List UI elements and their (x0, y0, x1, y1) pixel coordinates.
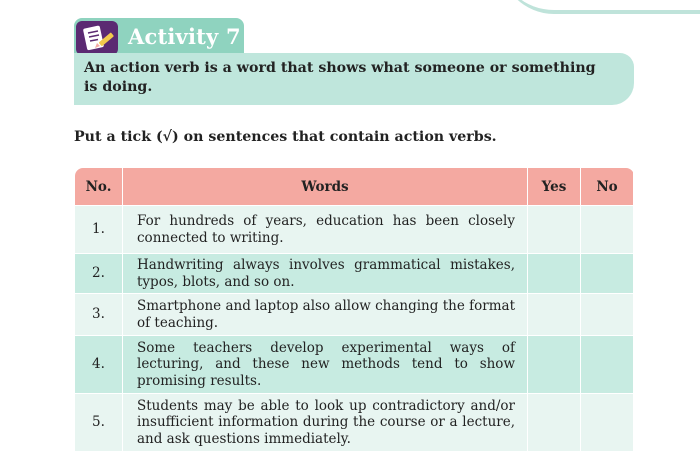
yes-tick-cell[interactable] (528, 336, 581, 394)
no-tick-cell[interactable] (581, 254, 634, 294)
row-sentence: Handwriting always involves grammatical mistakes, typos, blots, and so on. (123, 254, 528, 294)
table-row (75, 394, 634, 452)
header-no-answer: No (581, 168, 634, 206)
no-tick-cell[interactable] (581, 294, 634, 336)
yes-tick-cell[interactable] (528, 206, 581, 254)
table-header-row (75, 168, 634, 206)
decorative-arc (500, 0, 700, 14)
yes-tick-cell[interactable] (528, 254, 581, 294)
yes-tick-cell[interactable] (528, 394, 581, 452)
table-row (75, 294, 634, 336)
row-number: 4. (75, 336, 123, 394)
table-row (75, 336, 634, 394)
yes-tick-cell[interactable] (528, 294, 581, 336)
row-sentence: Smartphone and laptop also allow changing the format of teaching. (123, 294, 528, 336)
header-yes: Yes (528, 168, 581, 206)
activity-title: Activity 7 (128, 24, 241, 49)
row-number: 1. (75, 206, 123, 254)
header-no: No. (75, 168, 123, 206)
row-number: 3. (75, 294, 123, 336)
row-sentence: Some teachers develop experimental ways of lecturing, and these new methods tend to show promising results. (123, 336, 528, 394)
no-tick-cell[interactable] (581, 206, 634, 254)
row-number: 5. (75, 394, 123, 452)
table-row (75, 254, 634, 294)
row-sentence: For hundreds of years, education has been closely connected to writing. (123, 206, 528, 254)
no-tick-cell[interactable] (581, 394, 634, 452)
action-verb-table (74, 167, 634, 452)
row-sentence: Students may be able to look up contradictory and/or insufficient information during the course or a lecture, and ask questions immediately. (123, 394, 528, 452)
definition-box: An action verb is a word that shows what someone or something is doing. (74, 53, 634, 105)
table-row (75, 206, 634, 254)
no-tick-cell[interactable] (581, 336, 634, 394)
instruction-text: Put a tick (√) on sentences that contain action verbs. (74, 129, 497, 145)
row-number: 2. (75, 254, 123, 294)
header-words: Words (123, 168, 528, 206)
worksheet-pencil-icon (76, 21, 118, 55)
